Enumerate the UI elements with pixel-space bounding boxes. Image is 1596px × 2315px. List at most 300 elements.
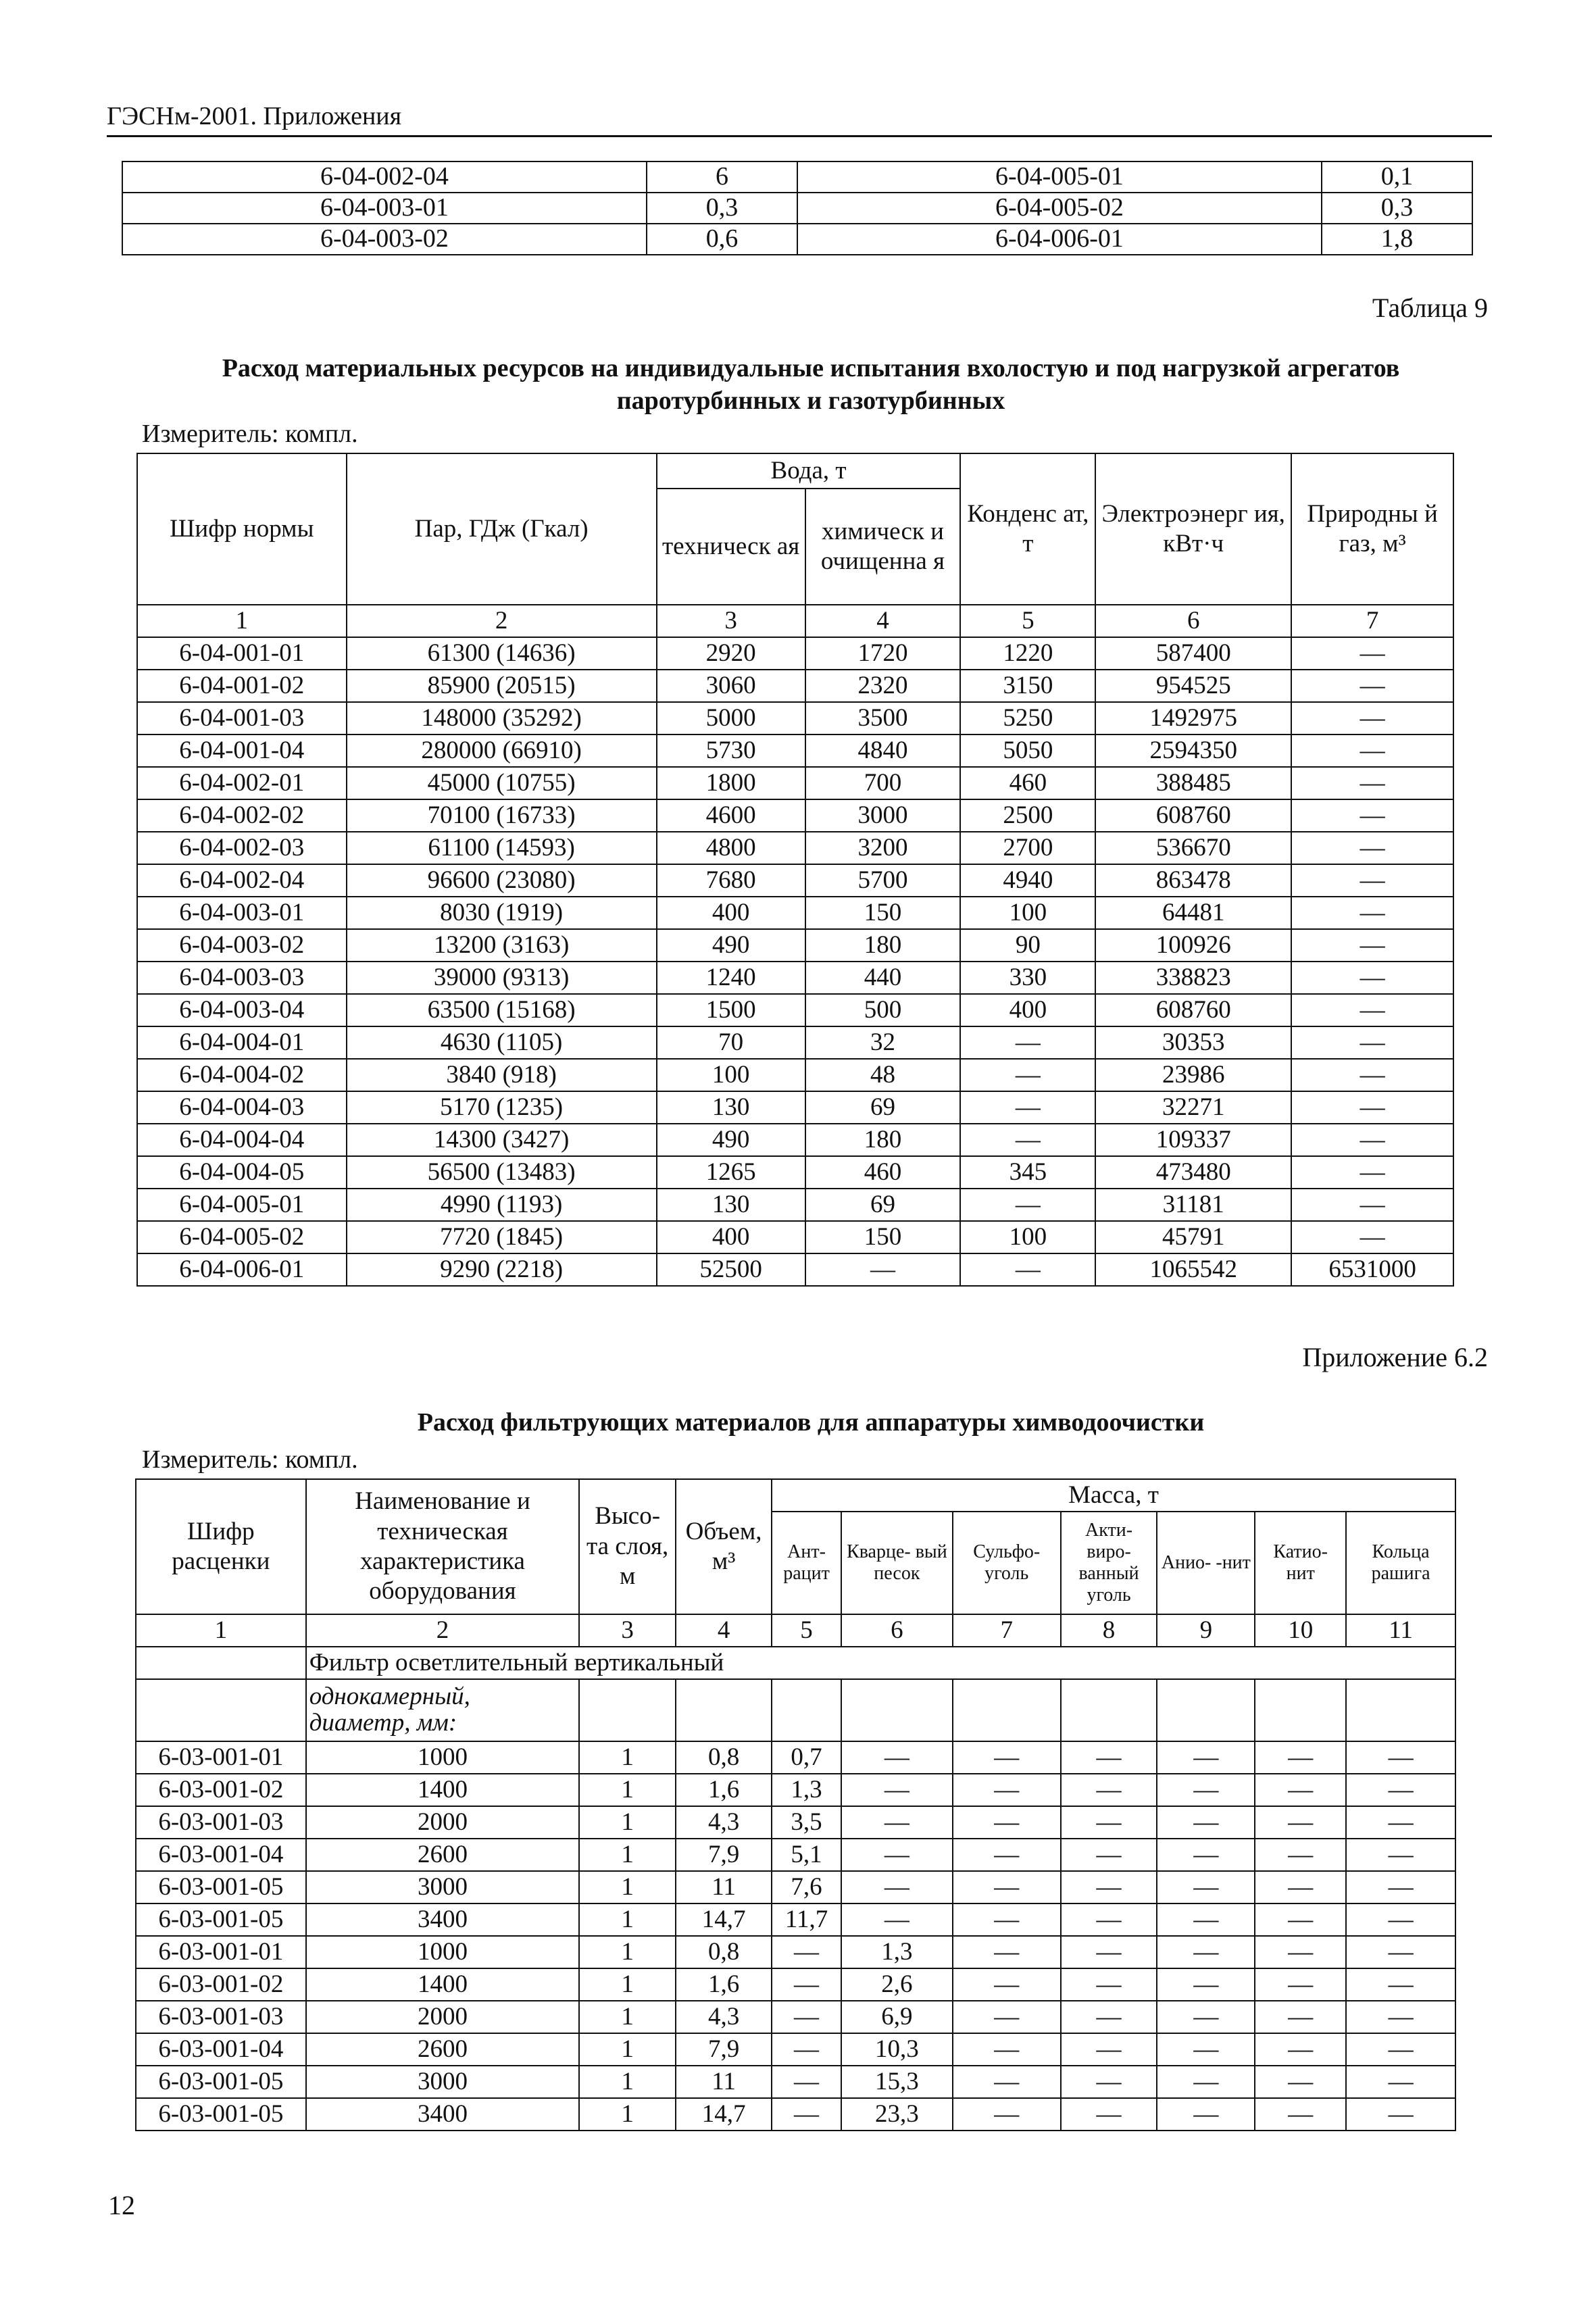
table-cell: — [1255, 1806, 1346, 1839]
table-cell: 3000 [306, 2066, 580, 2098]
table-cell: 100 [960, 897, 1095, 929]
table-cell: 56500 (13483) [347, 1156, 657, 1189]
table-cell: — [1157, 2001, 1255, 2033]
table-cell: — [953, 1871, 1061, 1903]
table-cell: 7680 [657, 864, 805, 897]
table-cell: — [1061, 2066, 1157, 2098]
table-cell: — [1061, 1903, 1157, 1936]
table-cell: — [1291, 1026, 1453, 1059]
table-cell: 150 [805, 1221, 961, 1253]
table-cell: — [841, 1806, 953, 1839]
header-raschig: Кольца рашига [1346, 1512, 1455, 1614]
table-cell: 32 [805, 1026, 961, 1059]
table-cell: — [1291, 1091, 1453, 1124]
table-cell: 23986 [1095, 1059, 1291, 1091]
table-row [136, 2098, 1455, 2131]
table-cell: 4630 (1105) [347, 1026, 657, 1059]
table-cell: 5170 (1235) [347, 1091, 657, 1124]
table-cell: — [1255, 1741, 1346, 1774]
table-cell: 6 [647, 161, 797, 193]
table-cell: 45000 (10755) [347, 767, 657, 799]
table-cell: 7,9 [676, 1839, 772, 1871]
header-volume: Объем, м³ [676, 1479, 772, 1614]
table-cell: 2600 [306, 2033, 580, 2066]
table-row [137, 897, 1453, 929]
header-water: Вода, т [657, 453, 961, 489]
empty-cell [1061, 1679, 1157, 1741]
column-number: 5 [772, 1614, 841, 1647]
table-cell: — [1255, 1839, 1346, 1871]
table-row [137, 929, 1453, 962]
table-cell: — [1346, 1903, 1455, 1936]
table-cell: 130 [657, 1189, 805, 1221]
table-cell: 109337 [1095, 1124, 1291, 1156]
table-cell: 2,6 [841, 1968, 953, 2001]
table-cell: 4600 [657, 799, 805, 832]
table-cell: — [772, 1968, 841, 2001]
table-cell: 4,3 [676, 2001, 772, 2033]
column-number-row [136, 1614, 1455, 1647]
table-cell: 0,8 [676, 1936, 772, 1968]
table-label: Таблица 9 [1372, 293, 1488, 323]
table-cell: — [1255, 1871, 1346, 1903]
table-cell: 7720 (1845) [347, 1221, 657, 1253]
table-cell: — [1157, 1774, 1255, 1806]
table-cell: 5250 [960, 702, 1095, 735]
table-row [137, 864, 1453, 897]
table-cell: 6-04-001-03 [137, 702, 347, 735]
table-cell: 6,9 [841, 2001, 953, 2033]
table-cell: — [1291, 670, 1453, 702]
header-code: Шифр расценки [136, 1479, 306, 1614]
table-row [136, 1871, 1455, 1903]
table-cell: 2500 [960, 799, 1095, 832]
table-cell: 1,3 [841, 1936, 953, 1968]
table-cell: — [953, 2001, 1061, 2033]
table-cell: — [1291, 1189, 1453, 1221]
table-cell: 1 [579, 2066, 676, 2098]
column-number: 6 [841, 1614, 953, 1647]
table-cell: 4990 (1193) [347, 1189, 657, 1221]
empty-cell [1346, 1679, 1455, 1741]
table-cell: 6-03-001-01 [136, 1741, 306, 1774]
table-cell: 338823 [1095, 962, 1291, 994]
table-cell: 6-04-001-01 [137, 637, 347, 670]
table-row [136, 2033, 1455, 2066]
table-cell: — [1255, 1936, 1346, 1968]
table-cell: — [1157, 1741, 1255, 1774]
table-cell: 64481 [1095, 897, 1291, 929]
header-cationite: Катио- нит [1255, 1512, 1346, 1614]
table-cell: 39000 (9313) [347, 962, 657, 994]
table-cell: 1000 [306, 1741, 580, 1774]
table-cell: — [1346, 1806, 1455, 1839]
column-number: 9 [1157, 1614, 1255, 1647]
table-cell: 69 [805, 1091, 961, 1124]
table-row [137, 1156, 1453, 1189]
table-cell: — [1255, 2001, 1346, 2033]
table-cell: 100 [960, 1221, 1095, 1253]
table-cell: — [1255, 1968, 1346, 2001]
table-cell: 330 [960, 962, 1095, 994]
table-cell: 6-03-001-05 [136, 2098, 306, 2131]
table-cell: 1,6 [676, 1968, 772, 2001]
table-cell: 8030 (1919) [347, 897, 657, 929]
table-cell: — [1291, 702, 1453, 735]
table-cell: 14,7 [676, 2098, 772, 2131]
table-cell: — [1346, 1839, 1455, 1871]
table-cell: — [1291, 832, 1453, 864]
table-cell: — [1255, 1903, 1346, 1936]
table-cell: 3500 [805, 702, 961, 735]
table-cell: — [1346, 1936, 1455, 1968]
table-row [137, 1221, 1453, 1253]
table-cell: 0,8 [676, 1741, 772, 1774]
table-cell: 90 [960, 929, 1095, 962]
table-cell: — [1255, 2098, 1346, 2131]
table-cell: 4840 [805, 735, 961, 767]
table-cell: 473480 [1095, 1156, 1291, 1189]
table-cell: — [953, 1903, 1061, 1936]
table-cell: — [841, 1741, 953, 1774]
table-cell: — [960, 1091, 1095, 1124]
table-cell: — [953, 1839, 1061, 1871]
empty-cell [676, 1679, 772, 1741]
subsection-cell: однокамерный, диаметр, мм: [306, 1679, 580, 1741]
table-cell: — [1291, 637, 1453, 670]
table-cell: — [1061, 2033, 1157, 2066]
table-cell: 52500 [657, 1253, 805, 1286]
table-cell: — [1157, 1839, 1255, 1871]
table-cell: 1500 [657, 994, 805, 1026]
table-cell: 5000 [657, 702, 805, 735]
table-cell: 100926 [1095, 929, 1291, 962]
table-cell: 4940 [960, 864, 1095, 897]
table-cell: 1 [579, 2001, 676, 2033]
table-row [137, 670, 1453, 702]
empty-cell [841, 1679, 953, 1741]
table-cell: 1720 [805, 637, 961, 670]
table-row [137, 799, 1453, 832]
table-cell: 1240 [657, 962, 805, 994]
table-cell: 0,6 [647, 224, 797, 255]
table-cell: 1 [579, 1774, 676, 1806]
table-cell: — [1291, 1124, 1453, 1156]
table-row [137, 637, 1453, 670]
table-cell: — [960, 1253, 1095, 1286]
column-number: 8 [1061, 1614, 1157, 1647]
table-cell: — [953, 1936, 1061, 1968]
header-water-chem: химическ и очищенна я [805, 489, 961, 605]
table-cell: — [953, 2033, 1061, 2066]
table-cell: — [772, 2001, 841, 2033]
table-row [122, 161, 1472, 193]
table-cell: — [953, 1968, 1061, 2001]
table-cell: 460 [805, 1156, 961, 1189]
table-row [137, 1026, 1453, 1059]
column-number: 4 [805, 605, 961, 637]
table-cell: 6-04-002-02 [137, 799, 347, 832]
table-cell: 11,7 [772, 1903, 841, 1936]
continuation-table [122, 161, 1473, 255]
table-cell: — [1061, 2001, 1157, 2033]
table-cell: — [805, 1253, 961, 1286]
table-cell: 85900 (20515) [347, 670, 657, 702]
table-cell: — [1291, 1156, 1453, 1189]
table-cell: 0,3 [1322, 193, 1472, 224]
table-row [136, 2066, 1455, 2098]
table-cell: — [1346, 2033, 1455, 2066]
table-cell: — [1291, 962, 1453, 994]
table-cell: — [1291, 1059, 1453, 1091]
table-cell: 148000 (35292) [347, 702, 657, 735]
table-cell: 400 [657, 1221, 805, 1253]
table-cell: — [1291, 1221, 1453, 1253]
table-cell: 9290 (2218) [347, 1253, 657, 1286]
table-cell: — [1061, 1839, 1157, 1871]
table-cell: — [953, 2066, 1061, 2098]
table-cell: 6-03-001-03 [136, 2001, 306, 2033]
table-cell: 6-03-001-04 [136, 1839, 306, 1871]
table-cell: 3060 [657, 670, 805, 702]
table-row [137, 767, 1453, 799]
table-cell: 1220 [960, 637, 1095, 670]
table-cell: 1 [579, 1839, 676, 1871]
table-cell: 6-04-002-04 [137, 864, 347, 897]
table-cell: 6-04-004-01 [137, 1026, 347, 1059]
table-cell: — [772, 2033, 841, 2066]
table-row [136, 1806, 1455, 1839]
table-row [136, 1774, 1455, 1806]
table-cell: 7,6 [772, 1871, 841, 1903]
table-cell: 150 [805, 897, 961, 929]
table-row [136, 1741, 1455, 1774]
table-row [136, 1968, 1455, 2001]
table-cell: 0,3 [647, 193, 797, 224]
table-cell: 6-04-003-03 [137, 962, 347, 994]
table-cell: 32271 [1095, 1091, 1291, 1124]
header-water-tech: техническ ая [657, 489, 805, 605]
column-number-row [137, 605, 1453, 637]
table-cell: — [953, 2098, 1061, 2131]
table-cell: 96600 (23080) [347, 864, 657, 897]
column-number: 7 [953, 1614, 1061, 1647]
header-anthracite: Ант- рацит [772, 1512, 841, 1614]
table-cell: — [1346, 1741, 1455, 1774]
table-cell: 14,7 [676, 1903, 772, 1936]
section-empty-cell [136, 1647, 306, 1679]
table-cell: 4800 [657, 832, 805, 864]
table-cell: — [953, 1806, 1061, 1839]
empty-cell [1157, 1679, 1255, 1741]
table-cell: 6-04-004-04 [137, 1124, 347, 1156]
table-cell: — [1157, 1968, 1255, 2001]
table-cell: — [1291, 929, 1453, 962]
header-electricity: Электроэнерг ия, кВт·ч [1095, 453, 1291, 605]
column-number: 4 [676, 1614, 772, 1647]
table-cell: 3150 [960, 670, 1095, 702]
table-cell: 6-04-005-02 [137, 1221, 347, 1253]
column-number: 3 [579, 1614, 676, 1647]
table-cell: 3000 [805, 799, 961, 832]
table-cell: 2000 [306, 2001, 580, 2033]
table9-measure: Измеритель: компл. [142, 420, 358, 448]
table-cell: 3400 [306, 1903, 580, 1936]
table-cell: 1 [579, 2098, 676, 2131]
table-cell: 1 [579, 1741, 676, 1774]
table-row [137, 1124, 1453, 1156]
subsection-empty-cell [136, 1679, 306, 1741]
table-cell: 7,9 [676, 2033, 772, 2066]
column-number: 3 [657, 605, 805, 637]
table-cell: 1,8 [1322, 224, 1472, 255]
header-sulfocoal: Сульфо- уголь [953, 1512, 1061, 1614]
page-number: 12 [108, 2190, 135, 2220]
table-cell: — [1157, 1903, 1255, 1936]
column-number: 7 [1291, 605, 1453, 637]
table9-title: Расход материальных ресурсов на индивидуальные испытания вхолостую и под нагрузкой агрегатов паротурбинных и газотурбинных [222, 354, 1400, 415]
table-cell: 2594350 [1095, 735, 1291, 767]
column-number: 2 [306, 1614, 580, 1647]
table-cell: — [1061, 1806, 1157, 1839]
table-cell: 6-03-001-02 [136, 1774, 306, 1806]
table-cell: — [841, 1774, 953, 1806]
table-cell: 11 [676, 1871, 772, 1903]
table-cell: 130 [657, 1091, 805, 1124]
table-cell: 6-04-006-01 [137, 1253, 347, 1286]
table-row [137, 1059, 1453, 1091]
table-cell: — [1157, 2033, 1255, 2066]
table-cell: 5730 [657, 735, 805, 767]
table-cell: — [772, 2098, 841, 2131]
table-cell: — [1255, 2066, 1346, 2098]
table-cell: 23,3 [841, 2098, 953, 2131]
table-cell: 345 [960, 1156, 1095, 1189]
table-cell: 587400 [1095, 637, 1291, 670]
table-cell: 6-03-001-04 [136, 2033, 306, 2066]
table-cell: — [1291, 897, 1453, 929]
table-row [137, 962, 1453, 994]
table-cell: — [1061, 1871, 1157, 1903]
table-cell: 6-04-004-05 [137, 1156, 347, 1189]
table-cell: 1 [579, 1903, 676, 1936]
table-cell: 30353 [1095, 1026, 1291, 1059]
table-cell: 1065542 [1095, 1253, 1291, 1286]
table-cell: — [1061, 1936, 1157, 1968]
table-cell: 6531000 [1291, 1253, 1453, 1286]
table-cell: 180 [805, 929, 961, 962]
table-cell: — [772, 2066, 841, 2098]
table-cell: 180 [805, 1124, 961, 1156]
table-cell: 45791 [1095, 1221, 1291, 1253]
table-cell: 6-03-001-05 [136, 1871, 306, 1903]
table-cell: 10,3 [841, 2033, 953, 2066]
table-cell: 500 [805, 994, 961, 1026]
table-cell: 1400 [306, 1968, 580, 2001]
table-cell: 1 [579, 1806, 676, 1839]
table-row [136, 1839, 1455, 1871]
table-cell: 2600 [306, 1839, 580, 1871]
table-cell: 863478 [1095, 864, 1291, 897]
table-cell: 5700 [805, 864, 961, 897]
table-cell: — [953, 1774, 1061, 1806]
table-cell: 400 [657, 897, 805, 929]
table-row [137, 702, 1453, 735]
empty-cell [579, 1679, 676, 1741]
table-cell: 388485 [1095, 767, 1291, 799]
table-cell: — [841, 1839, 953, 1871]
header-name: Наименование и техническая характеристика оборудования [306, 1479, 580, 1614]
table-cell: 4,3 [676, 1806, 772, 1839]
table-cell: — [1291, 767, 1453, 799]
table-cell: 3840 (918) [347, 1059, 657, 1091]
page-header: ГЭСНм-2001. Приложения [107, 101, 1492, 137]
table-cell: — [1291, 799, 1453, 832]
table-cell: — [1346, 2066, 1455, 2098]
table-cell: 6-04-003-04 [137, 994, 347, 1026]
table-row [137, 1253, 1453, 1286]
table-cell: 61100 (14593) [347, 832, 657, 864]
header-steam: Пар, ГДж (Гкал) [347, 453, 657, 605]
table-cell: — [1346, 1968, 1455, 2001]
column-number: 6 [1095, 605, 1291, 637]
table-row [122, 224, 1472, 255]
table-cell: — [1061, 2098, 1157, 2131]
table-cell: — [960, 1124, 1095, 1156]
table-cell: 3,5 [772, 1806, 841, 1839]
table-cell: 5050 [960, 735, 1095, 767]
table-row [137, 832, 1453, 864]
table-cell: 1800 [657, 767, 805, 799]
header-anionite: Анио- -нит [1157, 1512, 1255, 1614]
table-cell: 13200 (3163) [347, 929, 657, 962]
table-cell: 2320 [805, 670, 961, 702]
table-cell: 2000 [306, 1806, 580, 1839]
table-cell: — [1157, 2066, 1255, 2098]
table-cell: — [1346, 2001, 1455, 2033]
table-cell: — [1291, 735, 1453, 767]
table-cell: 5,1 [772, 1839, 841, 1871]
table-cell: 6-03-001-03 [136, 1806, 306, 1839]
table-cell: 400 [960, 994, 1095, 1026]
empty-cell [772, 1679, 841, 1741]
table-cell: — [960, 1026, 1095, 1059]
table-cell: — [960, 1189, 1095, 1221]
table-row [137, 735, 1453, 767]
table-cell: — [1157, 1871, 1255, 1903]
table-cell: 954525 [1095, 670, 1291, 702]
header-activated: Акти- виро- ванный уголь [1061, 1512, 1157, 1614]
table-cell: 1 [579, 1936, 676, 1968]
table-cell: 608760 [1095, 994, 1291, 1026]
table-cell: 48 [805, 1059, 961, 1091]
table-cell: 6-04-004-02 [137, 1059, 347, 1091]
table-cell: 6-04-002-01 [137, 767, 347, 799]
table-row [137, 1189, 1453, 1221]
table-cell: 3400 [306, 2098, 580, 2131]
column-number: 1 [137, 605, 347, 637]
table-cell: 6-03-001-01 [136, 1936, 306, 1968]
table-cell: 6-04-002-03 [137, 832, 347, 864]
table-cell: 608760 [1095, 799, 1291, 832]
table-cell: 0,1 [1322, 161, 1472, 193]
table-cell: — [1291, 994, 1453, 1026]
section-row: Фильтр осветлительный вертикальный [306, 1647, 1455, 1679]
header-mass: Масса, т [772, 1479, 1455, 1512]
table-cell: 1 [579, 1871, 676, 1903]
table-cell: 6-04-001-02 [137, 670, 347, 702]
column-number: 10 [1255, 1614, 1346, 1647]
